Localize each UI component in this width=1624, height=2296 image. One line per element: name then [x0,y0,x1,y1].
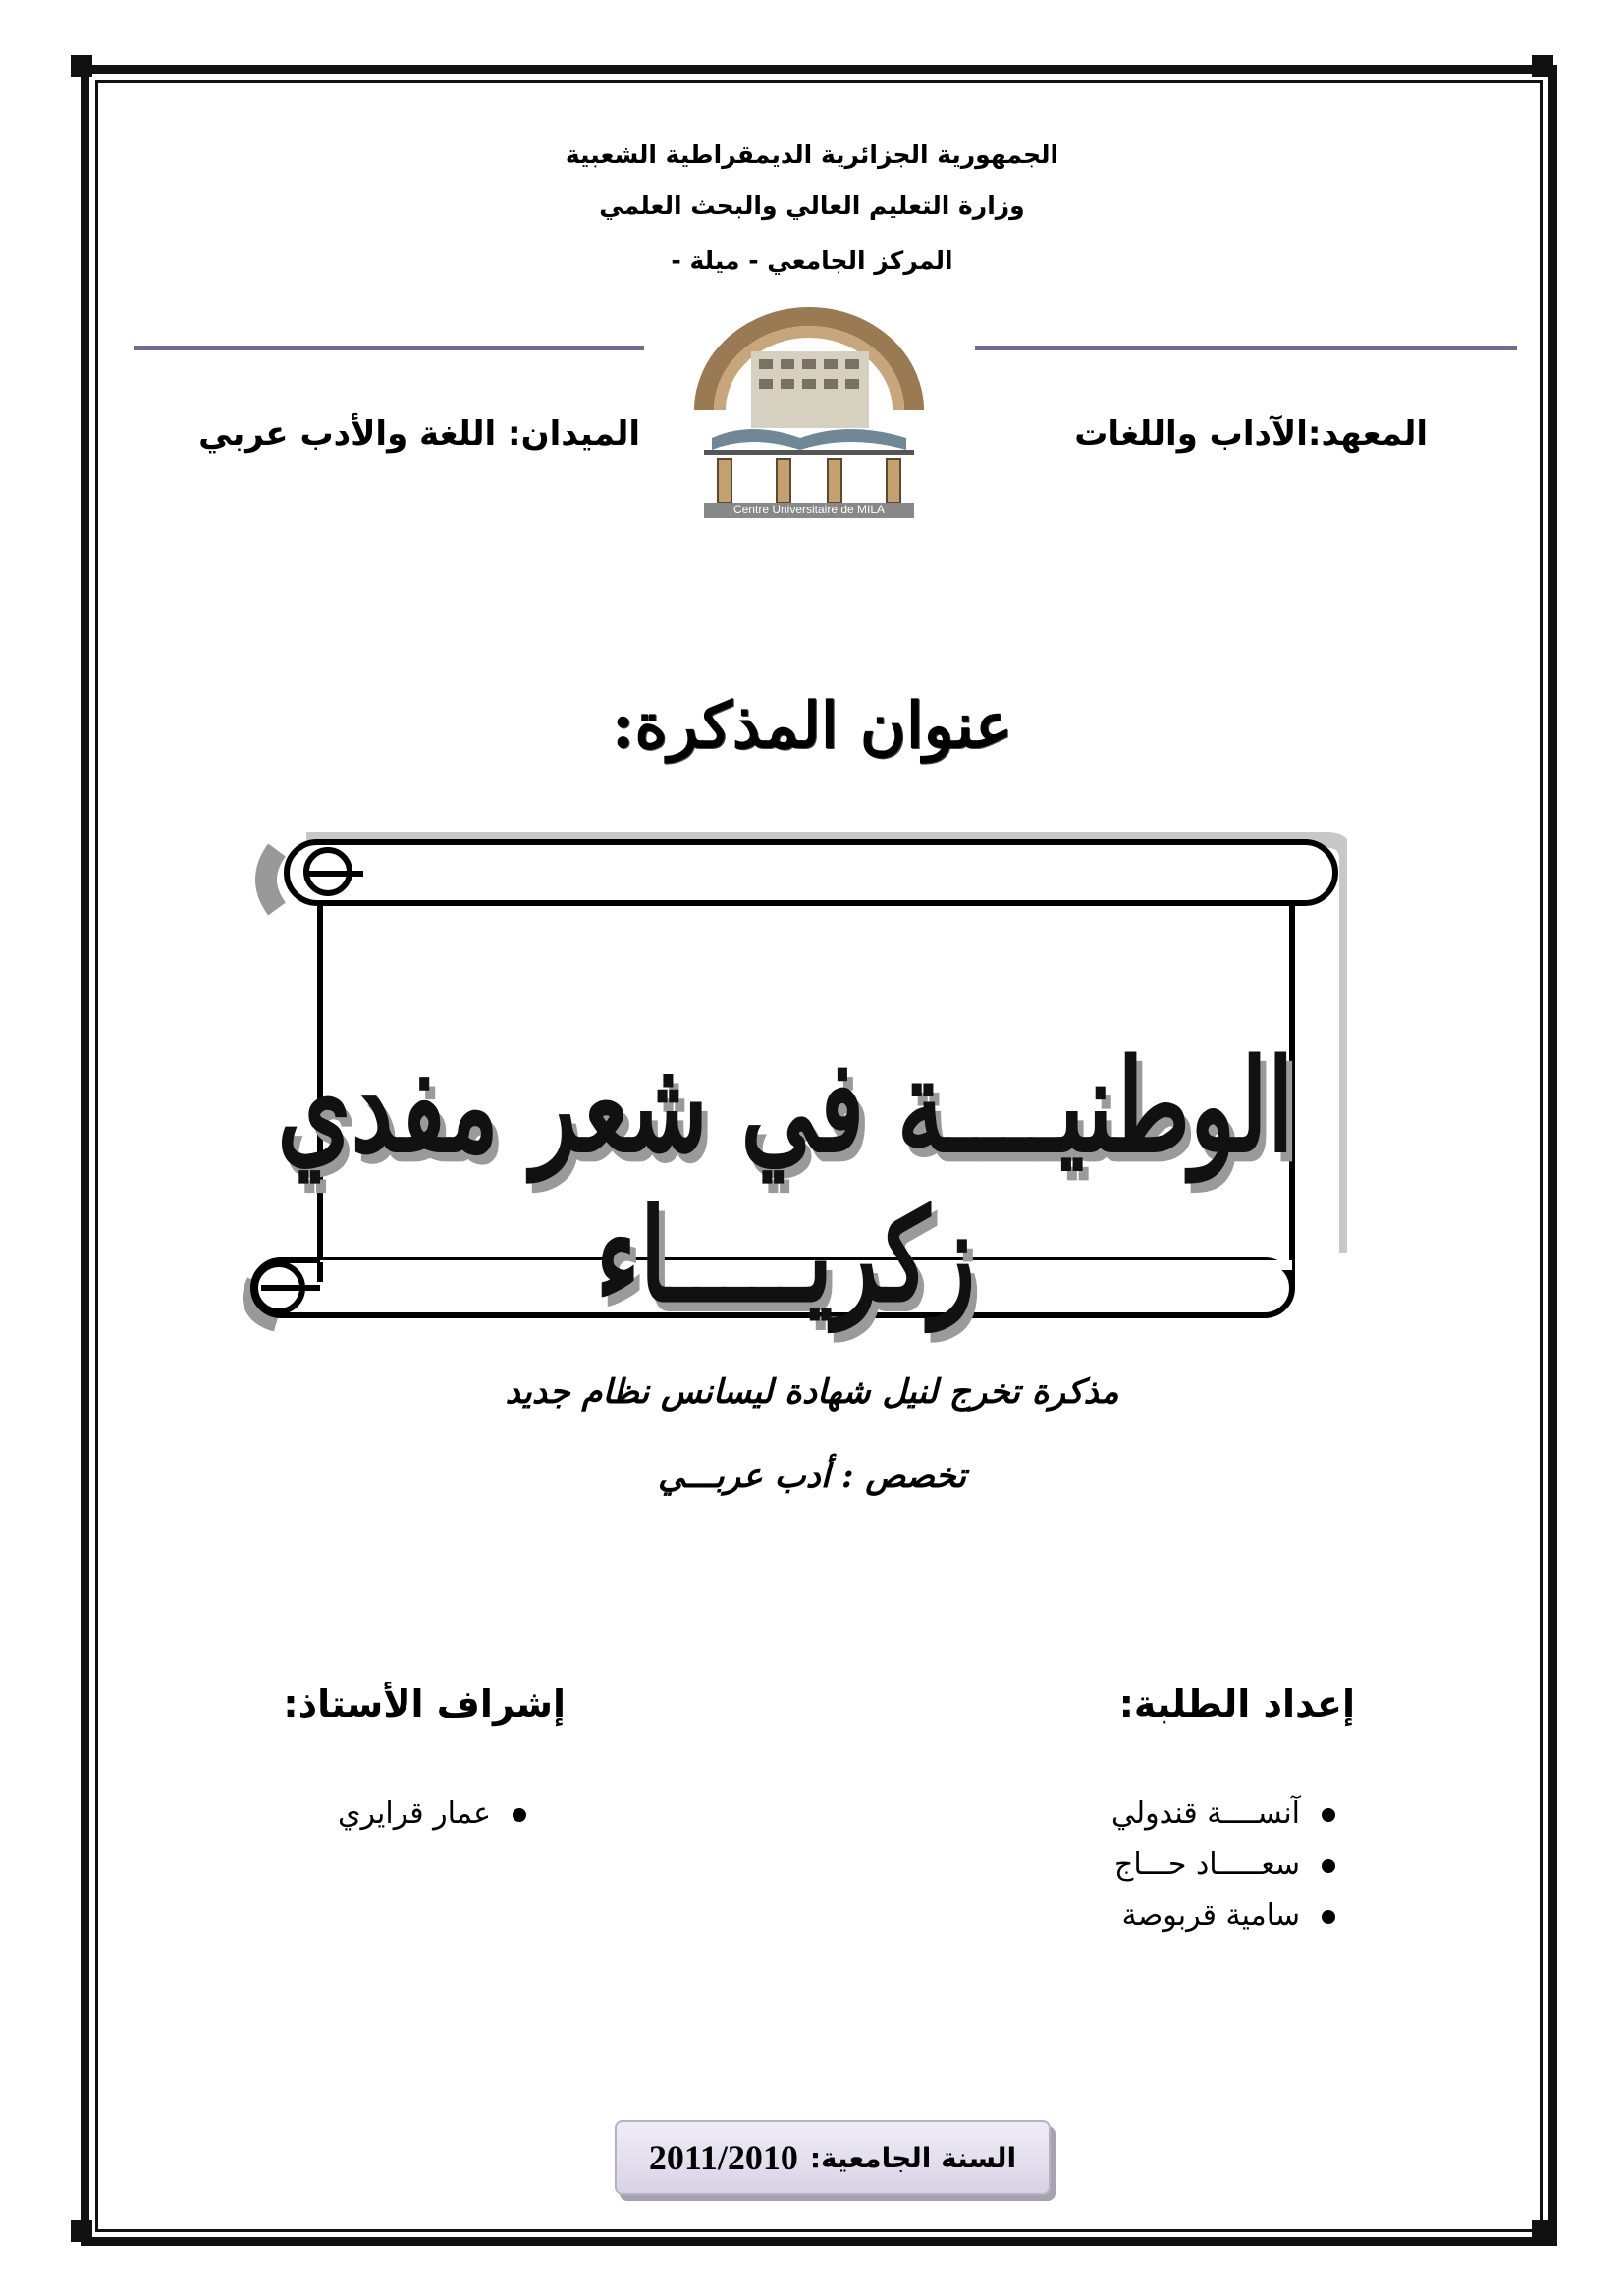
bullet-icon [513,1808,526,1822]
header-center: المركز الجامعي - ميلة - [671,246,953,275]
corner-ornament [71,55,92,77]
institute-label: المعهد:الآداب واللغات [1074,414,1428,454]
memo-title-label: عنوان المذكرة: [611,689,1013,763]
thesis-title: الوطنيــــة في شعر مفدي زكريـــــاء [277,1031,1294,1331]
field-label: الميدان: اللغة والأدب عربي [198,414,640,454]
student-name: سعـــــاد حـــاج [1113,1847,1300,1882]
supervisor-list [338,1789,526,1840]
list-item [1111,1789,1335,1840]
students-list [1111,1789,1335,1942]
academic-year-box [615,2120,1051,2195]
header-republic: الجمهورية الجزائرية الديمقراطية الشعبية [565,140,1059,169]
corner-ornament [71,2220,92,2242]
bullet-icon [1322,1910,1335,1924]
header-ministry: وزارة التعليم العالي والبحث العلمي [599,191,1025,220]
specialty-subtitle: تخصص : أدب عربـــي [658,1457,966,1496]
student-name: سامية قربوصة [1121,1898,1300,1933]
list-item [1111,1840,1335,1891]
bullet-icon [1322,1859,1335,1873]
corner-ornament [1532,2220,1553,2242]
academic-year-value: 2011/2010 [648,2138,798,2177]
university-logo [682,302,936,520]
list-item [338,1789,526,1840]
building-arch-icon [682,302,936,520]
supervisor-heading: إشراف الأستاذ: [283,1682,566,1726]
bullet-icon [1322,1808,1335,1822]
logo-caption: Centre Universitaire de MILA [732,503,886,516]
academic-year-label: السنة الجامعية: [809,2141,1017,2174]
students-heading: إعداد الطلبة: [1118,1682,1355,1726]
corner-ornament [1532,55,1553,77]
list-item [1111,1891,1335,1942]
student-name: آنســــة قندولي [1111,1796,1300,1831]
degree-subtitle: مذكرة تخرج لنيل شهادة ليسانس نظام جديد [505,1372,1119,1412]
supervisor-name: عمار قرايري [337,1796,491,1831]
divider-left [134,346,644,350]
divider-right [975,346,1517,350]
